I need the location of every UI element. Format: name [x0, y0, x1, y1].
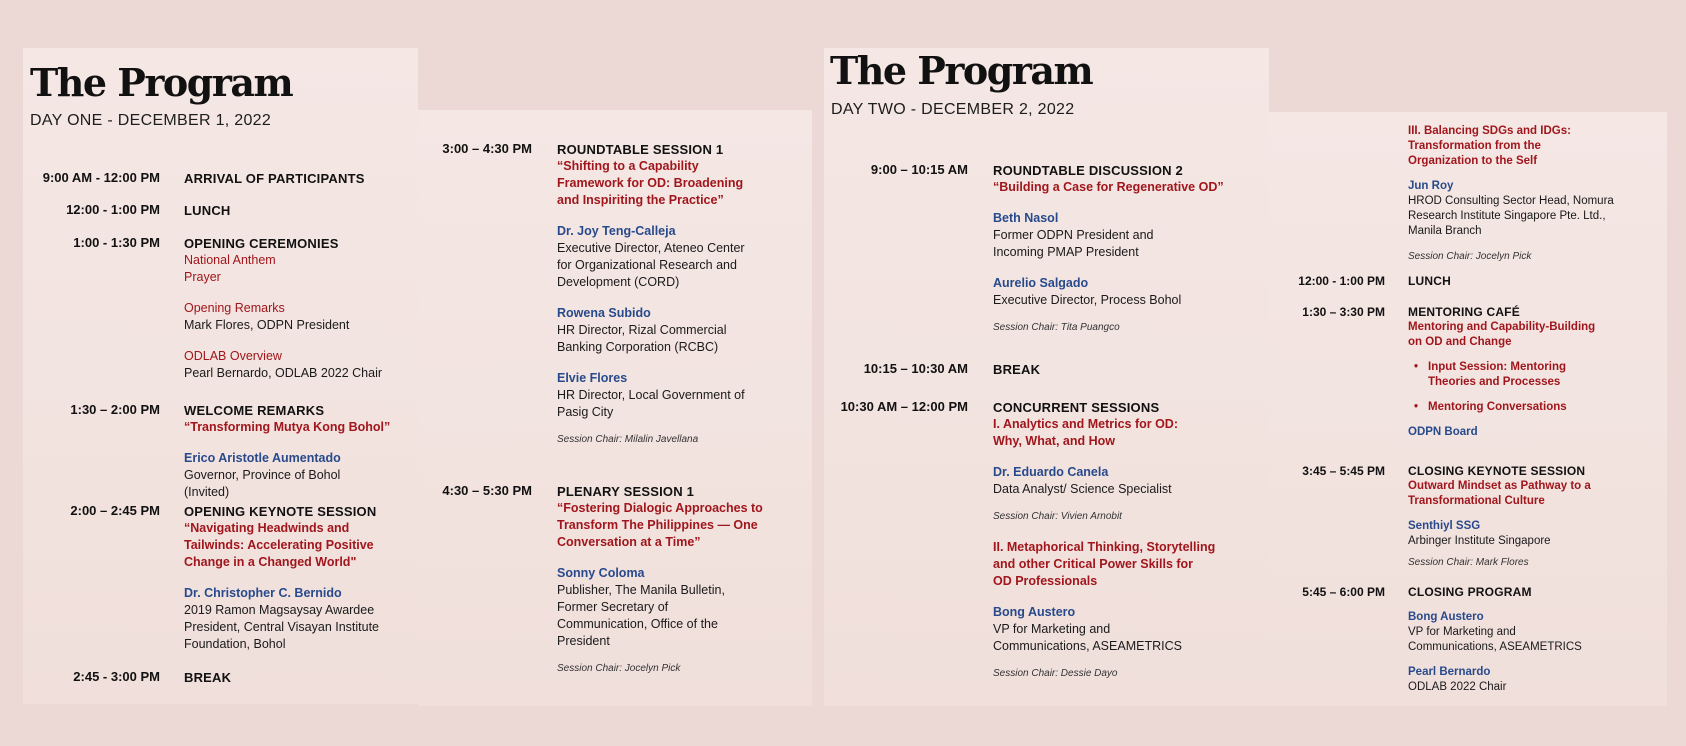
- roundtable1-block: [557, 141, 745, 448]
- keynote-block: [184, 503, 379, 653]
- speaker-nasol: Beth Nasol: [993, 211, 1059, 225]
- speaker-role: Pasig City: [557, 405, 614, 419]
- plenary1-time: 4:30 – 5:30 PM: [442, 483, 532, 498]
- keynote-subtitle-1: “Navigating Headwinds and: [184, 521, 350, 535]
- lunch-block: [184, 202, 231, 219]
- arrival-time: 9:00 AM - 12:00 PM: [42, 170, 160, 185]
- mentoring-block: [1408, 305, 1595, 440]
- session-metaphorical-3: OD Professionals: [993, 574, 1098, 588]
- speaker-bernardo: Pearl Bernardo: [1408, 666, 1491, 678]
- speaker-salgado: Aurelio Salgado: [993, 276, 1089, 290]
- opening-remarks: Opening Remarks: [184, 301, 285, 315]
- roundtable1-subtitle-3: and Inspiriting the Practice”: [557, 193, 724, 207]
- plenary1-block: [557, 483, 763, 677]
- welcome-role-invited: (Invited): [184, 485, 230, 499]
- keynote-role-3: Foundation, Bohol: [184, 637, 286, 651]
- plenary1-subtitle-3: Conversation at a Time”: [557, 535, 701, 549]
- mentoring-subtitle-1: Mentoring and Capability-Building: [1408, 321, 1596, 333]
- speaker-role: Executive Director, Process Bohol: [993, 293, 1182, 307]
- closing-keynote-subtitle-2: Transformational Culture: [1408, 495, 1545, 507]
- break-block: [184, 669, 231, 686]
- anthem: National Anthem: [184, 253, 276, 267]
- welcome-role: Governor, Province of Bohol: [184, 468, 341, 482]
- speaker-role: for Organizational Research and: [557, 258, 737, 272]
- opening-time: 1:00 - 1:30 PM: [73, 235, 160, 250]
- bullet-input-session-2: Theories and Processes: [1428, 376, 1561, 388]
- speaker-role: Former ODPN President and: [993, 228, 1154, 242]
- session-sdgs-1: III. Balancing SDGs and IDGs:: [1408, 125, 1571, 137]
- mentoring-time: 1:30 – 3:30 PM: [1302, 305, 1385, 319]
- day-one-date: DAY ONE - DECEMBER 1, 2022: [30, 112, 272, 129]
- welcome-subtitle: “Transforming Mutya Kong Bohol”: [184, 420, 391, 434]
- closing-program-time: 5:45 – 6:00 PM: [1302, 585, 1385, 599]
- keynote-speaker: Dr. Christopher C. Bernido: [184, 586, 342, 600]
- odlab-overview-by: Pearl Bernardo, ODLAB 2022 Chair: [184, 366, 383, 380]
- closing-keynote-block: [1408, 464, 1591, 570]
- welcome-speaker: Erico Aristotle Aumentado: [184, 451, 341, 465]
- closing-program-title: CLOSING PROGRAM: [1408, 585, 1532, 599]
- session-analytics-2: Why, What, and How: [993, 434, 1115, 448]
- day2-break-title: BREAK: [993, 362, 1041, 377]
- session-chair: Session Chair: Vivien Arnobit: [993, 511, 1122, 522]
- keynote-time: 2:00 – 2:45 PM: [70, 503, 160, 518]
- opening-block: [184, 235, 382, 382]
- mentoring-title: MENTORING CAFÉ: [1408, 305, 1520, 319]
- odlab-overview: ODLAB Overview: [184, 349, 282, 363]
- closing-program-block: [1408, 585, 1582, 695]
- speaker-role: HR Director, Local Government of: [557, 388, 745, 402]
- speaker-subido: Rowena Subido: [557, 306, 651, 320]
- session-sdgs-2: Transformation from the: [1408, 140, 1541, 152]
- session-sdgs-block: [1408, 124, 1614, 264]
- concurrent-time: 10:30 AM – 12:00 PM: [840, 399, 968, 414]
- day2-lunch-time: 12:00 - 1:00 PM: [1298, 274, 1385, 288]
- speaker-role: VP for Marketing and: [993, 622, 1111, 636]
- speaker-role: Communication, Office of the: [557, 617, 718, 631]
- plenary1-subtitle-1: “Fostering Dialogic Approaches to: [557, 501, 763, 515]
- speaker-role: HR Director, Rizal Commercial: [557, 323, 727, 337]
- speaker-role: Incoming PMAP President: [993, 245, 1139, 259]
- session-metaphorical-2: and other Critical Power Skills for: [993, 557, 1194, 571]
- mentoring-subtitle-2: on OD and Change: [1408, 336, 1512, 348]
- closing-keynote-title: CLOSING KEYNOTE SESSION: [1408, 464, 1586, 478]
- speaker-role: Publisher, The Manila Bulletin,: [557, 583, 725, 597]
- roundtable1-title: ROUNDTABLE SESSION 1: [557, 142, 724, 157]
- rt2-time: 9:00 – 10:15 AM: [870, 162, 968, 177]
- speaker-role: Research Institute Singapore Pte. Ltd.,: [1408, 210, 1606, 222]
- speaker-role: ODLAB 2022 Chair: [1408, 681, 1507, 693]
- keynote-title: OPENING KEYNOTE SESSION: [184, 504, 377, 519]
- speaker-role: Communications, ASEAMETRICS: [1408, 641, 1582, 653]
- session-analytics-1: I. Analytics and Metrics for OD:: [993, 417, 1178, 431]
- speaker-austero-closing: Bong Austero: [1408, 611, 1484, 623]
- day-one-title: The Program: [30, 60, 293, 105]
- roundtable1-subtitle-2: Framework for OD: Broadening: [557, 176, 744, 190]
- welcome-title: WELCOME REMARKS: [184, 403, 325, 418]
- speaker-role: Executive Director, Ateneo Center: [557, 241, 745, 255]
- speaker-role: Manila Branch: [1408, 225, 1482, 237]
- welcome-time: 1:30 – 2:00 PM: [70, 402, 160, 417]
- concurrent-block: [993, 399, 1215, 682]
- keynote-subtitle-2: Tailwinds: Accelerating Positive: [184, 538, 374, 552]
- speaker-roy: Jun Roy: [1408, 180, 1454, 192]
- day2-lunch-block: [1408, 274, 1451, 289]
- speaker-austero: Bong Austero: [993, 605, 1076, 619]
- break-time: 2:45 - 3:00 PM: [73, 669, 160, 684]
- prayer: Prayer: [184, 270, 221, 284]
- rt2-block: [993, 162, 1224, 336]
- opening-title: OPENING CEREMONIES: [184, 236, 339, 251]
- day2-break-block: [993, 361, 1040, 378]
- speaker-role: Former Secretary of: [557, 600, 669, 614]
- session-chair: Session Chair: Milalin Javellana: [557, 434, 699, 445]
- session-chair: Session Chair: Jocelyn Pick: [1408, 251, 1532, 262]
- session-chair: Session Chair: Tita Puangco: [993, 322, 1120, 333]
- rt2-subtitle: “Building a Case for Regenerative OD”: [993, 180, 1224, 194]
- session-chair: Session Chair: Dessie Dayo: [993, 668, 1118, 679]
- speaker-role: President: [557, 634, 610, 648]
- arrival-block: [184, 170, 365, 187]
- speaker-senthiyl: Senthiyl SSG: [1408, 520, 1481, 532]
- plenary1-subtitle-2: Transform The Philippines — One: [557, 518, 758, 532]
- roundtable1-subtitle-1: “Shifting to a Capability: [557, 159, 699, 173]
- speaker-role: HROD Consulting Sector Head, Nomura: [1408, 195, 1614, 207]
- concurrent-title: CONCURRENT SESSIONS: [993, 400, 1160, 415]
- day-two-date: DAY TWO - DECEMBER 2, 2022: [831, 101, 1075, 118]
- speaker-teng-calleja: Dr. Joy Teng-Calleja: [557, 224, 676, 238]
- session-chair: Session Chair: Jocelyn Pick: [557, 663, 681, 674]
- roundtable1-time: 3:00 – 4:30 PM: [442, 141, 532, 156]
- keynote-subtitle-3: Change in a Changed World": [184, 555, 357, 569]
- speaker-coloma: Sonny Coloma: [557, 566, 645, 580]
- day2-break-time: 10:15 – 10:30 AM: [863, 361, 968, 376]
- lunch-time: 12:00 - 1:00 PM: [66, 202, 160, 217]
- speaker-role: Data Analyst/ Science Specialist: [993, 482, 1172, 496]
- opening-remarks-by: Mark Flores, ODPN President: [184, 318, 350, 332]
- closing-keynote-subtitle-1: Outward Mindset as Pathway to a: [1408, 480, 1591, 492]
- session-metaphorical-1: II. Metaphorical Thinking, Storytelling: [993, 540, 1216, 554]
- speaker-role: Communications, ASEAMETRICS: [993, 639, 1182, 653]
- speaker-flores: Elvie Flores: [557, 371, 628, 385]
- rt2-title: ROUNDTABLE DISCUSSION 2: [993, 163, 1183, 178]
- speaker-role: VP for Marketing and: [1408, 626, 1516, 638]
- keynote-role-1: 2019 Ramon Magsaysay Awardee: [184, 603, 375, 617]
- speaker-role: Banking Corporation (RCBC): [557, 340, 719, 354]
- session-sdgs-3: Organization to the Self: [1408, 155, 1538, 167]
- welcome-block: [184, 402, 390, 501]
- bullet-input-session-1: • Input Session: Mentoring: [1428, 361, 1566, 373]
- speaker-role: Development (CORD): [557, 275, 680, 289]
- break-title: BREAK: [184, 670, 232, 685]
- speaker-canela: Dr. Eduardo Canela: [993, 465, 1109, 479]
- closing-keynote-time: 3:45 – 5:45 PM: [1302, 464, 1385, 478]
- arrival-title: ARRIVAL OF PARTICIPANTS: [184, 171, 365, 186]
- day-two-title: The Program: [830, 48, 1093, 93]
- bullet-input-session: [1408, 360, 1595, 390]
- lunch-title: LUNCH: [184, 203, 231, 218]
- day2-lunch-title: LUNCH: [1408, 274, 1451, 288]
- session-chair: Session Chair: Mark Flores: [1408, 557, 1529, 568]
- plenary1-title: PLENARY SESSION 1: [557, 484, 695, 499]
- bullet-mentoring-conversations: • Mentoring Conversations: [1408, 400, 1595, 415]
- speaker-odpn-board: ODPN Board: [1408, 426, 1478, 438]
- keynote-role-2: President, Central Visayan Institute: [184, 620, 380, 634]
- speaker-role: Arbinger Institute Singapore: [1408, 535, 1551, 547]
